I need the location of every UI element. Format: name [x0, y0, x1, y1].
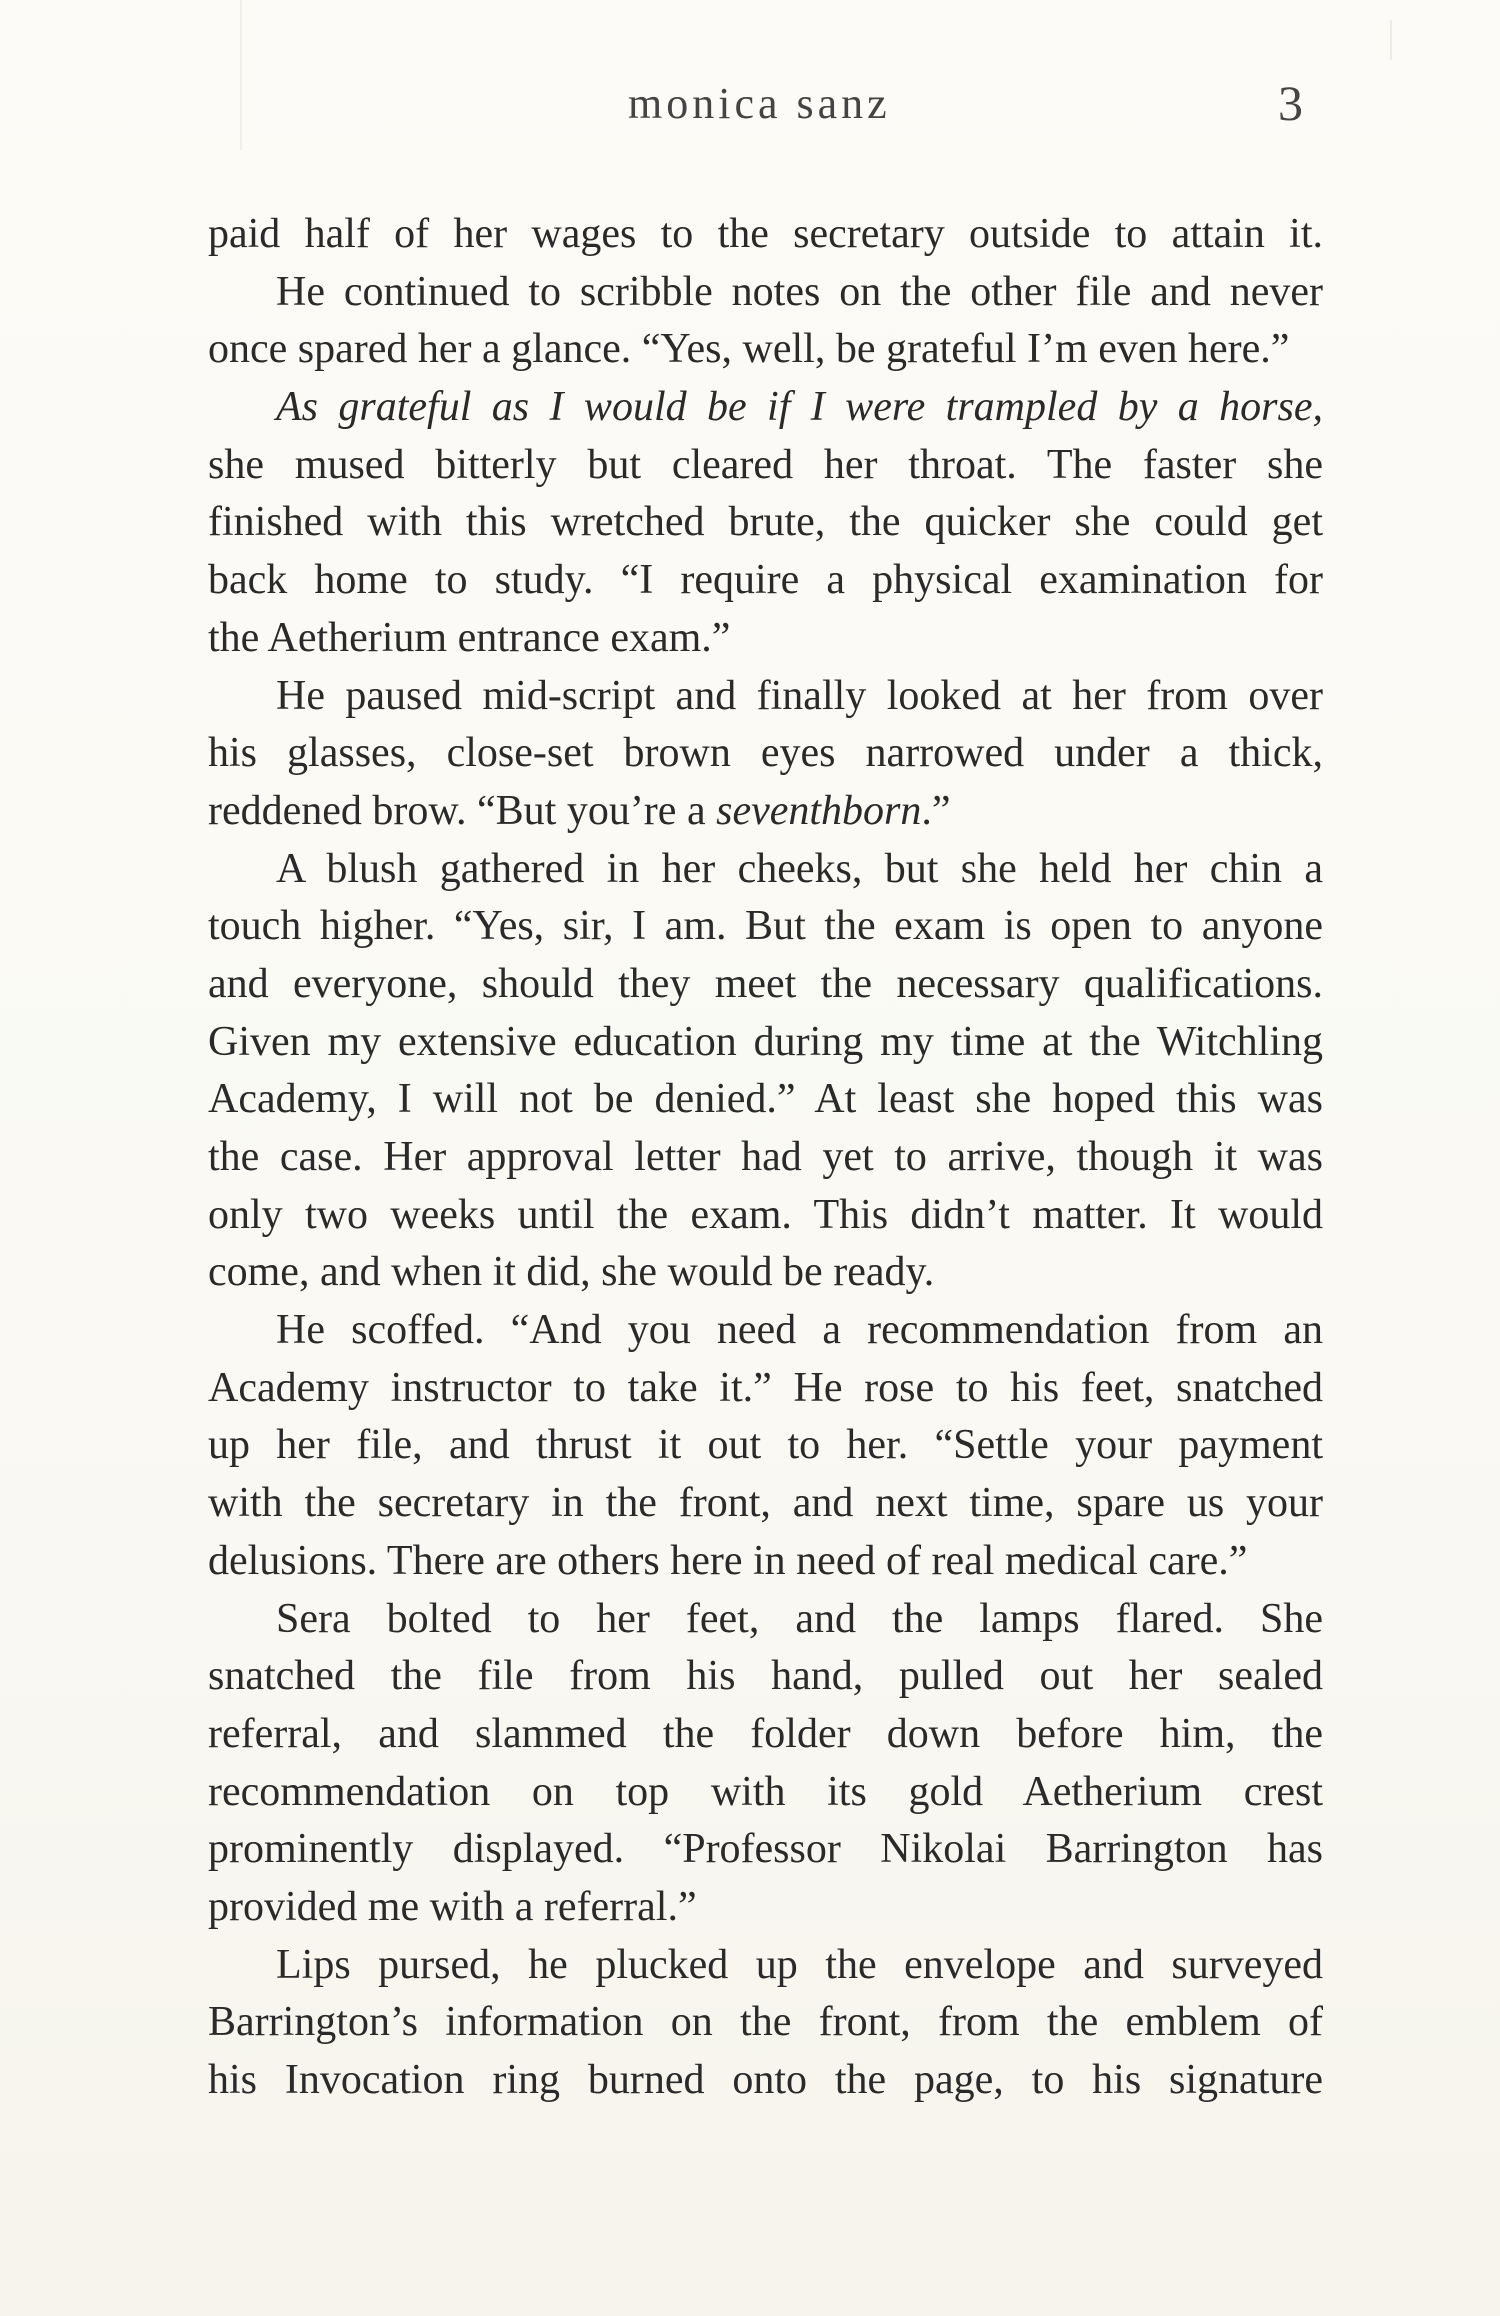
text-line: and everyone, should they meet the necessary qualifications.	[208, 960, 1323, 1007]
text-line: the case. Her approval letter had yet to arrive, though it was	[208, 1134, 1323, 1180]
text-line: Lips pursed, he plucked up the envelope and surveyed	[276, 1941, 1323, 1988]
text-line: his glasses, close-set brown eyes narrowed under a thick,	[208, 730, 1323, 777]
text-line: Given my extensive education during my time at the Witchling	[208, 1018, 1323, 1065]
text-line: provided me with a referral.”	[208, 1883, 697, 1930]
text-line: only two weeks until the exam. This didn’t matter. It would	[208, 1191, 1323, 1238]
text-fragment-italic: seventhborn	[716, 787, 922, 834]
text-fragment: .”	[921, 787, 951, 834]
text-fragment: reddened brow. “But you’re a	[208, 787, 717, 834]
text-line-italic: As grateful as I would be if I were trampled by a horse,	[276, 384, 1323, 431]
text-line: Academy instructor to take it.” He rose to his feet, snatched	[208, 1364, 1323, 1411]
running-head-author: monica sanz	[628, 79, 891, 128]
text-line: the Aetherium entrance exam.”	[208, 614, 731, 661]
text-line: she mused bitterly but cleared her throat. The faster she	[208, 441, 1323, 488]
text-line: up her file, and thrust it out to her. “Settle your payment	[208, 1422, 1323, 1469]
text-line: Barrington’s information on the front, from the emblem of	[208, 1999, 1323, 2046]
scan-artifact	[240, 0, 242, 150]
body-text	[208, 206, 1323, 2110]
text-line	[208, 783, 1323, 841]
text-line: his Invocation ring burned onto the page, to his signature	[208, 2057, 1323, 2103]
text-line: come, and when it did, she would be ready.	[208, 1249, 935, 1296]
text-line: Sera bolted to her feet, and the lamps flared. She	[276, 1595, 1323, 1642]
text-line: finished with this wretched brute, the quicker she could get	[208, 499, 1323, 546]
text-line: paid half of her wages to the secretary outside to attain it.	[208, 211, 1323, 257]
page-number: 3	[1278, 75, 1303, 131]
text-line: prominently displayed. “Professor Nikolai Barrington has	[208, 1826, 1323, 1873]
text-line: recommendation on top with its gold Aetherium crest	[208, 1768, 1323, 1815]
text-line: He scoffed. “And you need a recommendation from an	[276, 1307, 1323, 1354]
text-line: He continued to scribble notes on the other file and never	[276, 268, 1323, 315]
text-line: A blush gathered in her cheeks, but she held her chin a	[276, 845, 1323, 892]
scan-artifact	[1390, 20, 1392, 60]
page-header	[0, 75, 1500, 138]
text-line: Academy, I will not be denied.” At least she hoped this was	[208, 1076, 1323, 1123]
text-line: back home to study. “I require a physical examination for	[208, 557, 1323, 604]
text-line: snatched the file from his hand, pulled out her sealed	[208, 1653, 1323, 1700]
text-line: delusions. There are others here in need of real medical care.”	[208, 1537, 1248, 1584]
text-line: with the secretary in the front, and next time, spare us your	[208, 1480, 1323, 1527]
text-line: touch higher. “Yes, sir, I am. But the exam is open to anyone	[208, 903, 1323, 950]
text-line: He paused mid-script and finally looked at her from over	[276, 672, 1323, 719]
text-line: once spared her a glance. “Yes, well, be grateful I’m even here.”	[208, 326, 1290, 373]
text-line: referral, and slammed the folder down before him, the	[208, 1710, 1323, 1757]
